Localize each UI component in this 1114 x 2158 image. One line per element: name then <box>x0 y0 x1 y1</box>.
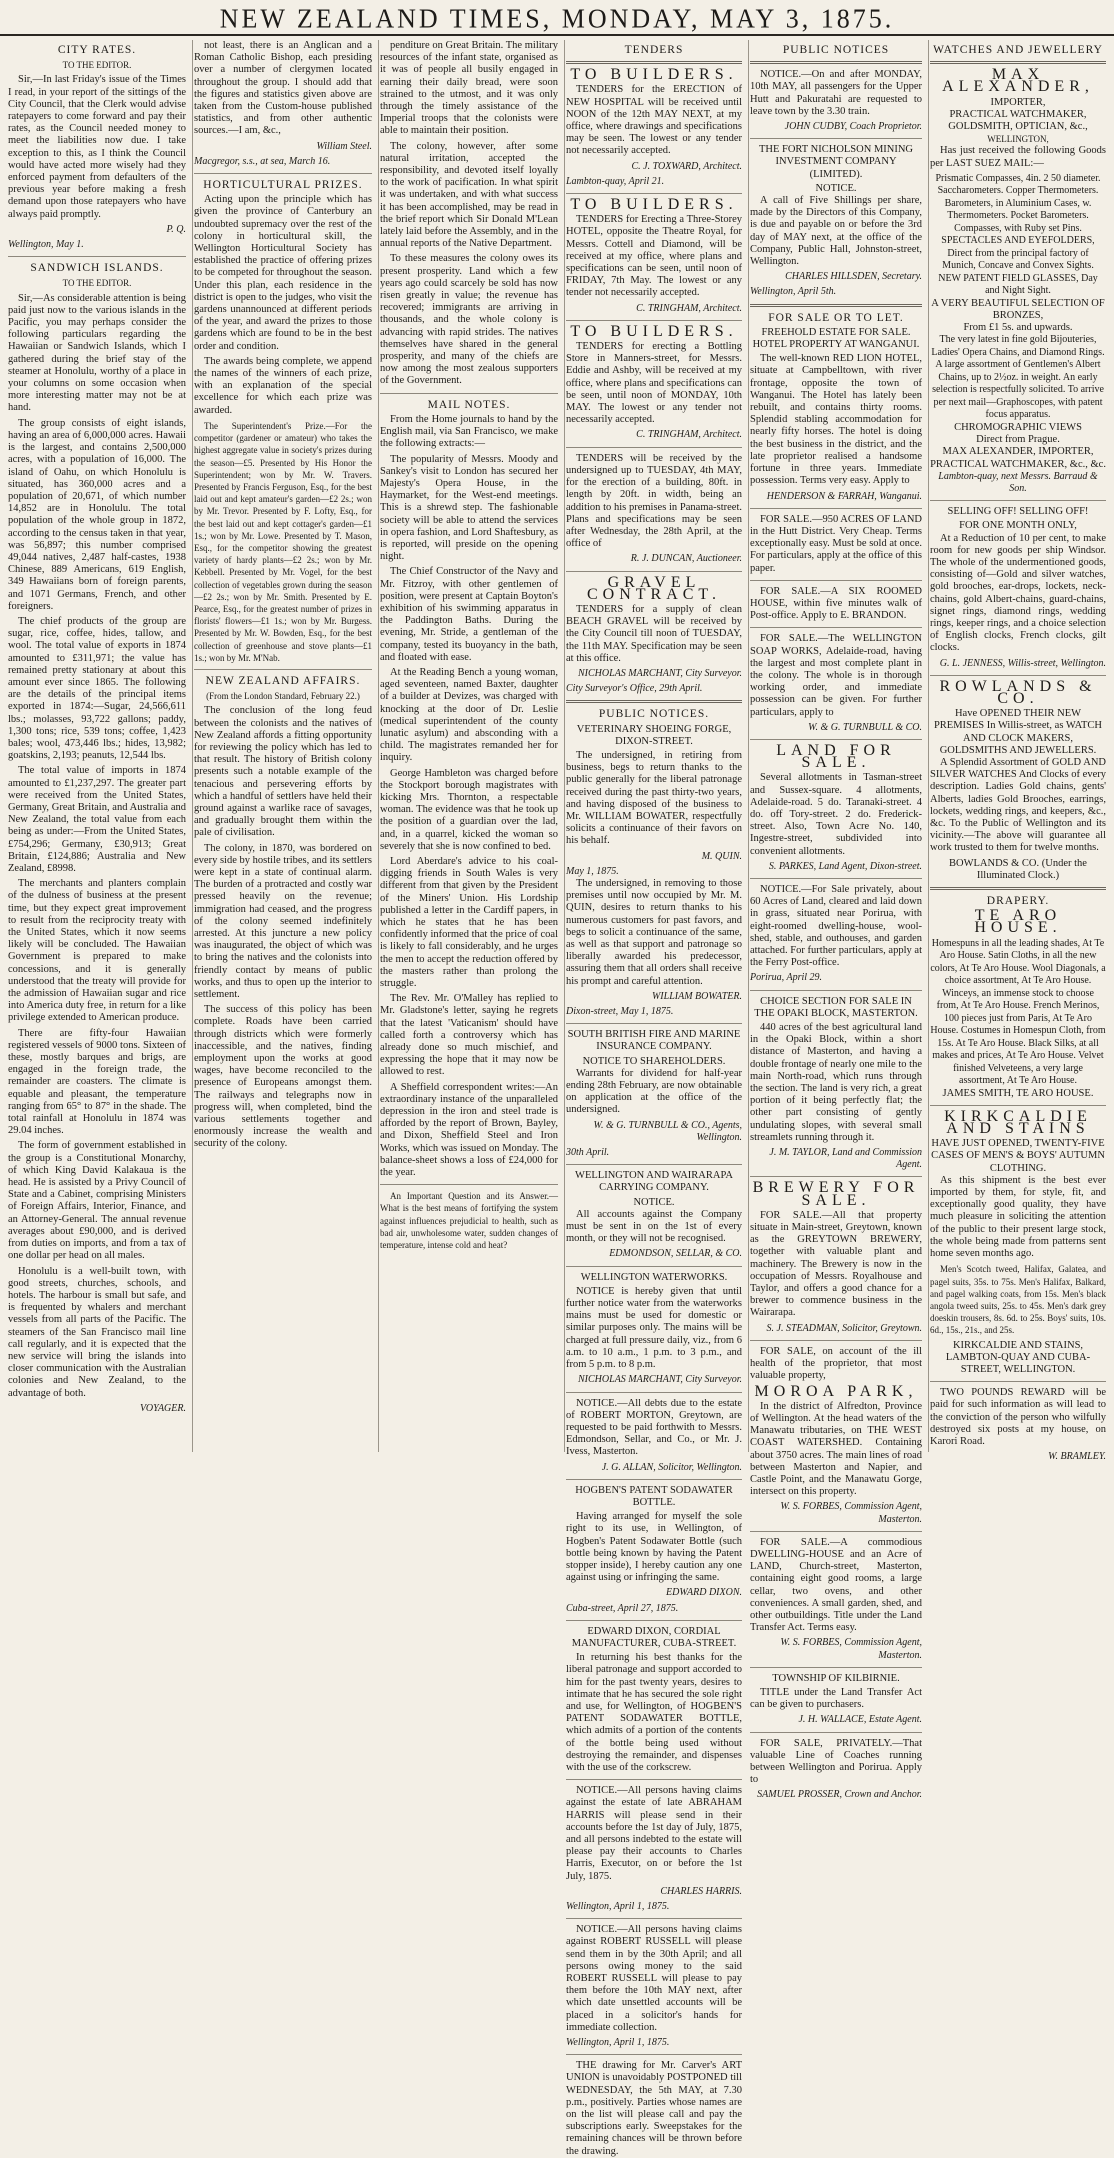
notice-body: The undersigned, in removing to those premises until now occupied by Mr. M. QUIN, desires to return thanks to his numerous customers for past favors, and begs to solicit a continuance of the same, as well as that support and patronage so liberally awarded his predecessor, assuring them that all orders shall receive his prompt and careful attention. <box>566 877 742 987</box>
divider <box>566 1620 742 1621</box>
ad-subtitle: IMPORTER, <box>990 96 1046 108</box>
city-rates-body: Sir,—In last Friday's issue of the Times I read, in your report of the sittings of the City Council, that the Clerk would advise ratepayers to come forward and pay their rates, as the Council needed money to meet the liabilities now due. I take exception to this, as I think the Council would have acted more wisely had they enforced payment from defaulters of the previous year before making a fresh demand upon those ratepayers who have always paid promptly. <box>8 74 186 220</box>
mail-notes-paragraph: From the Home journals to hand by the English mail, via San Francisco, we make the following extracts:— <box>380 413 558 450</box>
mail-notes-paragraph: Lord Aberdare's advice to his coal-digging friends in South Wales is very different from that given by the President of the Miners' Union. His Lordship published a letter in the Cardiff papers, in which he states that he has been confidently informed that the price of coal is likely to fall considerably, and he urges the men to accept the reduction offered by the masters rather than prolong the struggle. <box>380 856 558 990</box>
ad-body: TWO POUNDS REWARD will be paid for such information as will lead to the conviction of the person who wilfully destroyed six posts at my house, on Karori Road. <box>930 1387 1106 1447</box>
sale-list: Several allotments in Tasman-street and Sussex-square. 4 allotments, Adelaide-road. 5 do. Taranaki-street. 4 do. off Tory-street. 2 do. Frederick-street. Also, Town Acre No. 140, Ingestre-street, subdivided into convenient allotments. <box>750 772 922 857</box>
nz-affairs-paragraph: The success of this policy has been complete. Roads have been carried through districts which were formerly inaccessible, and the natives, finding employment upon the works at good wages, have become reconciled to the presence of Europeans amongst them. The railways and telegraphs now in progress will, when completed, bind the various settlements together and enormously increase the wealth and security of the colony. <box>194 1004 372 1150</box>
ad-list: The very latest in fine gold Bijouteries, Ladies' Opera Chains, and Diamond Rings. A large assortment of Gentlemen's Albert Chains, up to 2½oz. in weight. An early selection is respectfully solicited. To arrive per next mail—Graphoscopes, with patent focus apparatus. <box>931 334 1105 421</box>
notice-body: All accounts against the Company must be sent in on the 1st of every month, or they will not be recognised. <box>566 1208 742 1245</box>
sale-signature: J. M. TAYLOR, Land and Commission Agent. <box>769 1147 922 1171</box>
sale-signature: W. S. FORBES, Commission Agent, Masterton. <box>780 1637 922 1661</box>
sale-place: Porirua, April 29. <box>750 972 823 984</box>
notice-subtitle: NOTICE. <box>633 1196 675 1208</box>
tender-signature: R. J. DUNCAN, Auctioneer. <box>630 553 742 565</box>
sale-signature: W. S. FORBES, Commission Agent, Masterton. <box>780 1501 922 1525</box>
notice-body: THE drawing for Mr. Carver's ART UNION is unavoidably POSTPONED till WEDNESDAY, the 5th MAY, at 7.30 p.m., positively. Parties whose names are on the list will please call and pay the subscriptions early. Sweepstakes for the remaining chances will be thrown before the drawing. <box>566 2060 742 2157</box>
divider <box>8 256 186 257</box>
ad-title: MAX ALEXANDER, <box>942 66 1094 96</box>
ad-feature-detail: From £1 5s. and upwards. <box>963 322 1073 334</box>
city-rates-heading: CITY RATES. <box>57 44 137 56</box>
sandwich-paragraph: Sir,—As considerable attention is being paid just now to the various islands in the Pacific, you may perhaps consider the following particulars regarding the Hawaiian or Sandwich Islands, which I gathered during the brief stay of the steamer at Honolulu, worthy of a place in your columns on some occasion when more interesting matter may not be at hand. <box>8 292 186 414</box>
sale-title: LAND FOR SALE. <box>776 741 896 772</box>
ad-title: SELLING OFF! SELLING OFF! <box>947 506 1089 518</box>
nz-affairs-heading: NEW ZEALAND AFFAIRS. <box>205 674 361 687</box>
tender-title: GRAVEL CONTRACT. <box>586 573 722 603</box>
ad-signature: MAX ALEXANDER, IMPORTER, PRACTICAL WATCHMAKER, &c., &c. <box>930 446 1106 470</box>
divider <box>750 1340 922 1341</box>
divider <box>380 1184 558 1185</box>
mail-notes-heading: MAIL NOTES. <box>427 398 511 411</box>
divider <box>566 320 742 321</box>
ad-body: A Splendid Assortment of GOLD AND SILVER WATCHES And Clocks of every description. Ladies Gold chains, gents' Alberts, ladies Gold Brooches, earrings, lockets, wedding rings, and keepers, &c., &c. To the Public of Wellington and its vicinity.—The above will guarantee all work trusted to them for twelve months. <box>930 757 1106 854</box>
divider <box>930 1105 1106 1106</box>
tender-place: City Surveyor's Office, 29th April. <box>566 683 703 695</box>
divider <box>750 508 922 509</box>
notice-place: 30th April. <box>566 1147 610 1159</box>
sandwich-heading: SANDWICH ISLANDS. <box>30 262 164 275</box>
notice-signature: NICHOLAS MARCHANT, City Surveyor. <box>578 1374 742 1386</box>
divider <box>194 173 372 174</box>
nz-affairs-continuation: To these measures the colony owes its present prosperity. Land which a few years ago could scarcely be sold has now risen greatly in value; the revenue has recovered; immigrants are arriving in thousands, and the whole colony is advancing with rapid strides. The natives themselves have shared in the general prosperity, and many of the chiefs are now among the most zealous supporters of the Government. <box>380 253 558 387</box>
notice-place: Dixon-street, May 1, 1875. <box>566 1006 674 1018</box>
letter-continuation: not least, there is an Anglican and a Roman Catholic Bishop, each presiding over a number of clergymen located throughout the group. I should add that the figures and statistics given above are taken from the Custom-house published statistics, and from other authentic sources.—I am, &c., <box>194 40 372 137</box>
ad-title: TE ARO HOUSE. <box>974 907 1062 937</box>
divider <box>566 1779 742 1780</box>
divider <box>566 1392 742 1393</box>
divider <box>930 61 1106 64</box>
nz-affairs-source: (From the London Standard, February 22.) <box>206 691 360 702</box>
divider <box>750 1531 922 1532</box>
ad-subtitle: FOR ONE MONTH ONLY, <box>959 520 1077 532</box>
ad-signature: KIRKCALDIE AND STAINS, LAMBTON-QUAY AND CUBA-STREET, WELLINGTON. <box>945 1339 1091 1375</box>
notice-body: NOTICE.—On and after MONDAY, 10th MAY, all passengers for the Upper Hutt and Pakuratahi are requested to leave town by the 3.30 train. <box>750 69 922 117</box>
notice-place: Wellington, April 1, 1875. <box>566 2037 670 2049</box>
divider <box>566 2054 742 2055</box>
sale-body: FOR SALE, PRIVATELY.—That valuable Line of Coaches running between Wellington and Porirua. Apply to <box>750 1737 922 1786</box>
divider <box>930 675 1106 676</box>
divider <box>750 1732 922 1733</box>
sale-body: TITLE under the Land Transfer Act can be given to purchasers. <box>750 1686 922 1711</box>
letter-signature: William Steel. <box>316 140 372 152</box>
drapery-heading: DRAPERY. <box>986 895 1050 908</box>
sale-title: TOWNSHIP OF KILBIRNIE. <box>772 1672 900 1684</box>
sandwich-paragraph: The merchants and planters complain of the dulness of business at the present time, but they expect great improvement to result from the reciprocity treaty with the United States, which it now seems likely will be concluded. The Hawaiian Government is prepared to make concessions, and it is generally understood that the treaty will provide for the admission of Hawaiian sugar and rice into America duty free, in return for a like privilege extended to American produce. <box>8 878 186 1024</box>
sale-body: FOR SALE.—All that property situate in Main-street, Greytown, known as the GREYTOWN BREWERY, together with valuable plant and machinery. The Brewery is now in the occupation of Messrs. Royalhouse and Taylor, and offers a good chance for a brewer to commence business in the Wairarapa. <box>750 1209 922 1319</box>
notice-signature: CHARLES HARRIS. <box>660 1885 742 1897</box>
sale-title: FREEHOLD ESTATE FOR SALE. HOTEL PROPERTY AT WANGANUI. <box>752 326 920 351</box>
mail-notes-paragraph: At the Reading Bench a young woman, aged seventeen, named Baxter, daughter of a builder at Devizes, was charged with knocking at the door of Dr. Leslie (medical superintendent of the county lunatic asylum) and absconding with a child. The magistrates remanded her for inquiry. <box>380 666 558 764</box>
notice-subtitle: NOTICE. <box>815 182 857 194</box>
columns <box>8 40 1106 2157</box>
notice-place: Wellington, April 5th. <box>750 286 837 298</box>
notice-title: HOGBEN'S PATENT SODAWATER BOTTLE. <box>575 1484 733 1508</box>
horticultural-paragraph: Acting upon the principle which has given the province of Canterbury an undoubted supremacy over the rest of the colony in horticultural skill, the Wellington Horticultural Society has established the practice of offering prizes to be competed for throughout the season. Under this plan, each residence in the district is open to the judges, who visit the gardens unannounced at different periods of the year, and award the prizes to those gardens which are found to be in the best order and condition. <box>194 194 372 352</box>
divider <box>566 700 742 703</box>
ad-signature: JAMES SMITH, TE ARO HOUSE. <box>942 1087 1094 1099</box>
notice-signature: W. & G. TURNBULL & CO., Agents, Wellington. <box>593 1119 742 1143</box>
for-sale-heading: FOR SALE OR TO LET. <box>768 311 904 324</box>
tender-body: TENDERS will be received by the undersigned up to TUESDAY, 4th MAY, for the erection of a building, 80ft. in length by 20ft. in width, being an addition to his premises in Panama-street. Plans and specifications may be seen after Wednesday, the 28th April, at the office of <box>566 452 742 550</box>
tender-signature: C. J. TOXWARD, Architect. <box>631 160 742 172</box>
sandwich-to: TO THE EDITOR. <box>62 278 132 289</box>
sandwich-signature: VOYAGER. <box>140 1402 186 1414</box>
tender-title: TO BUILDERS. <box>570 322 738 340</box>
notice-body: In returning his best thanks for the liberal patronage and support accorded to him for the past twenty years, desires to intimate that he has secured the sole right and use, for Wellington, of HOGBEN'S PATENT SODAWATER BOTTLE, which admits of a portion of the contents of the bottle being used without destroying the remainder, and dispenses with the use of the corkscrew. <box>566 1652 742 1773</box>
notice-signature: J. G. ALLAN, Solicitor, Wellington. <box>601 1461 742 1473</box>
divider <box>750 627 922 628</box>
tender-signature: C. TRINGHAM, Architect. <box>636 302 742 314</box>
mail-notes-paragraph: The popularity of Messrs. Moody and Sankey's visit to London has secured her Majesty's Opera House, in the Haymarket, for the West-end meetings. This is a shrewd step. The fashionable society will be able to attend the services in opera fashion, and Lord Shaftesbury, as is reported, will preside on the opening night. <box>380 453 558 563</box>
notice-signature: CHARLES HILLSDEN, Secretary. <box>785 271 922 283</box>
divider <box>750 580 922 581</box>
sandwich-paragraph: The chief products of the group are sugar, rice, coffee, hides, tallow, and wool. The total value of exports in 1874 amounted to £311,971; the value has remained pretty stationary at about this amount ever since 1865. The following are the details of the principal items exported in 1874:—Sugar, 24,566,611 lbs.; molasses, 93,722 gallons; paddy, 1,300 tons; rice, 539 tons; coffee, 1,423 bales; wool, 473,446 lbs.; hides, 13,982; goatskins, 2,193; peanuts, 12,544 lbs. <box>8 615 186 762</box>
column-4 <box>566 40 749 2157</box>
notice-title: WELLINGTON WATERWORKS. <box>580 1271 728 1283</box>
notice-signature: M. QUIN. <box>701 850 742 862</box>
notice-signature: EDMONDSON, SELLAR, & CO. <box>609 1248 742 1260</box>
ad-title: KIRKCALDIE AND STAINS <box>944 1107 1092 1138</box>
nz-affairs-continuation: The colony, however, after some natural irritation, accepted the responsibility, and devoted itself loyally to the work of pacification. In what spirit it was undertaken, and with what success it has been accomplished, may be read in the brief report which Sir Donald M'Lean lately laid before the Assembly, and in the annual reports of the Native Department. <box>380 140 558 250</box>
notice-body: Warrants for dividend for half-year ending 28th February, are now obtainable on application at the office of the undersigned. <box>566 1067 742 1116</box>
sale-body: 440 acres of the best agricultural land in the Opaki Block, within a short distance of Masterton, and having a double frontage of nearly one mile to the main North-road, which runs through the section. The land is very rich, a great portion of it being perfectly flat; the other part consisting of gently undulating slopes, with several small streamlets running through it. <box>750 1022 922 1143</box>
advertorial: An Important Question and its Answer.—What is the best means of fortifying the system against influences prejudicial to health, such as bad air, unwholesome water, sudden changes of temperature, intense cold and heat? <box>380 1191 558 1251</box>
sale-title: CHOICE SECTION FOR SALE IN THE OPAKI BLOCK, MASTERTON. <box>754 995 918 1019</box>
tender-body: TENDERS for the ERECTION of NEW HOSPITAL will be received until NOON of the 12th MAY NEXT, at my office, where drawings and specifications may be seen. The lowest or any tender not necessarily accepted. <box>566 84 742 157</box>
nz-affairs-continuation: penditure on Great Britain. The military resources of the infant state, organised as it was of people all busily engaged in earning their daily bread, were soon strained to the utmost, and it was only through the timely assistance of the Imperial troops that the colonists were able to maintain their position. <box>380 40 558 137</box>
ad-body: Has just received the following Goods per LAST SUEZ MAIL:— <box>930 145 1106 169</box>
sale-signature: HENDERSON & FARRAH, Wanganui. <box>766 490 922 502</box>
sale-body: FOR SALE.—950 ACRES OF LAND in the Hutt District. Very Cheap. Terms exceptionally easy. Must be sold at once. For particulars, apply at the office of this paper. <box>750 513 922 574</box>
mail-notes-paragraph: The Rev. Mr. O'Malley has replied to Mr. Gladstone's letter, saying he regrets that the latest 'Vaticanism' should have called forth a controversy which has already done so much mischief, and expressing the hope that it may now be allowed to rest. <box>380 993 558 1078</box>
divider <box>750 61 922 64</box>
mail-notes-paragraph: The Chief Constructor of the Navy and Mr. Fitzroy, with other gentlemen of position, were present at Captain Boyton's exhibition of his swimming apparatus in the Paddington Baths. During the evening, Mr. Stride, a gentleman of the company, tested its buoyancy in the bath, and floated with ease. <box>380 566 558 663</box>
column-3 <box>380 40 565 1452</box>
notice-signature: EDWARD DIXON. <box>666 1587 742 1599</box>
tender-signature: C. TRINGHAM, Architect. <box>636 429 742 441</box>
ad-signature: G. L. JENNESS, Willis-street, Wellington. <box>939 657 1106 669</box>
notice-title: VETERINARY SHOEING FORGE, DIXON-STREET. <box>576 723 732 747</box>
divider <box>930 1381 1106 1382</box>
notice-title: EDWARD DIXON, CORDIAL MANUFACTURER, CUBA-STREET. <box>571 1625 737 1649</box>
nz-affairs-paragraph: The conclusion of the long feud between the colonists and the natives of New Zealand affords a fitting opportunity for reviewing the policy which has led to that result. The history of British colony presents such a notable example of the tenacious and persevering efforts by which a handful of settlers have held their ground against a warlike race of savages, and gradually brought them within the pale of civilisation. <box>194 705 372 839</box>
city-rates-to: TO THE EDITOR. <box>62 60 132 71</box>
sale-body: FOR SALE.—A SIX ROOMED HOUSE, within five minutes walk of Post-office. Apply to E. BRANDON. <box>750 585 922 622</box>
notice-title: SOUTH BRITISH FIRE AND MARINE INSURANCE COMPANY. <box>567 1029 741 1053</box>
divider <box>380 393 558 394</box>
public-notices-heading: PUBLIC NOTICES. <box>598 708 710 721</box>
sale-body: In the district of Alfredton, Province of Wellington. At the head waters of the Manawatu tributaries, on THE WEST COAST WATERSHED. Containing about 3750 acres. The main lines of road between Masterton and Napier, and Castle Point, and the Manawatu Gorge, intersect on this property. <box>750 1400 922 1498</box>
ad-body: As this shipment is the best ever imported by them, for style, fit, and exceptionally good quality, they have much pleasure in soliciting the attention of the public to their present large stock, the whole being made from patterns sent home seven months ago. <box>930 1174 1106 1260</box>
masthead: NEW ZEALAND TIMES, MONDAY, MAY 3, 1875. <box>0 4 1114 36</box>
ad-trade: PRACTICAL WATCHMAKER, <box>949 108 1087 120</box>
notice-body: NOTICE is hereby given that until further notice water from the waterworks mains must be used for domestic or similar purposes only. The mains will be charged at full pressure daily, viz., from 6 a.m. to 10 a.m., 1 p.m. to 3 p.m., and from 5 p.m. to 8 p.m. <box>566 1285 742 1371</box>
ad-place: WELLINGTON, <box>987 134 1049 145</box>
prize-list: The Superintendent's Prize.—For the competitor (gardener or amateur) who takes the highest aggregate value in society's prizes during the season—£5. Presented by His Honor the Superintendent; won by Mr. W. Travers. Presented by Francis Ferguson, Esq., for the best laid out and kept amateur's garden—£2 2s.; won by Mr. Trevor. Presented by F. Lofty, Esq., for the best laid out and kept cottager's garden—£1 1s.; won by Mr. Lowe. Presented by T. Mason, Esq., for the competitor showing the greatest variety of hardy plants—£2 2s.; won by Mr. Kebbell. Presented by Mr. Vogel, for the best collection of vegetables grown during the season—£2 2s.; won by Mr. Smith. Presented by E. Pearce, Esq., for the greatest number of prizes in florists' flowers—£1 1s.; won by Mr. Burgess. Presented by Mr. W. Bowden, Esq., for the best collection of greenhouse and stove plants—£1 1s.; won by Mr. M'Nab. <box>194 420 372 663</box>
notice-title: THE FORT NICHOLSON MINING INVESTMENT COMPANY (LIMITED). <box>758 144 914 180</box>
notice-place: Wellington, April 1, 1875. <box>566 1901 670 1913</box>
ad-subtitle: HAVE JUST OPENED, TWENTY-FIVE CASES OF MEN'S & BOYS' AUTUMN CLOTHING. <box>931 1138 1105 1174</box>
tender-title: TO BUILDERS. <box>570 66 738 84</box>
sale-body: FOR SALE, on account of the ill health of the proprietor, that most valuable property, <box>750 1345 922 1382</box>
divider <box>566 193 742 194</box>
watches-heading: WATCHES AND JEWELLERY <box>933 44 1103 56</box>
ad-feature: A VERY BEAUTIFUL SELECTION OF BRONZES, <box>931 297 1105 322</box>
ad-signature: W. BRAMLEY. <box>1048 1451 1106 1463</box>
divider <box>750 304 922 307</box>
sandwich-paragraph: Honolulu is a well-built town, with good streets, churches, schools, and hotels. The harbour is small but safe, and is frequented by whalers and merchant vessels from all parts of the Pacific. The steamers of the San Francisco mail line call regularly, and it is expected that the new service will bring the islands into closer communication with the Australian colonies and New Zealand, to the advantage of both. <box>8 1265 186 1399</box>
notice-body: Having arranged for myself the sole right to its use, in Wellington, of Hogben's Patent Sodawater Bottle (such bottle being known by having the Patent stopper inside), I hereby caution any one against using or infringing the same. <box>566 1511 742 1584</box>
letter-place: Macgregor, s.s., at sea, March 16. <box>194 155 331 167</box>
sale-title: MOROA PARK, <box>754 1382 918 1400</box>
ad-signature: BOWLANDS & CO. (Under the Illuminated Clock.) <box>949 857 1087 881</box>
column-5 <box>750 40 929 1801</box>
divider <box>566 447 742 448</box>
ad-list: Prismatic Compasses, 4in. 2 50 diameter. Saccharometers. Copper Thermometers. Barometers, in Aluminium Cases, w. Thermometers. Pocket Barometers. Compasses, with Ruby set Pins. SPECTACLES AND EYEFOLDERS, Direct from the principal factory of Munich, Concave and Convex Sights. NEW PATENT FIELD GLASSES, Day and Night Sight. <box>935 172 1101 297</box>
sandwich-paragraph: The form of government established in the group is a Constitutional Monarchy, of which King David Kalakaua is the head. He is assisted by a Privy Council of State and a Cabinet, comprising Ministers of Foreign Affairs, Interior, Finance, and an Attorney-General. The annual revenue averages about £90,000, and is derived from duties on imports, and from a tax of one dollar per head on all males. <box>8 1140 186 1262</box>
ad-trade: GOLDSMITH, OPTICIAN, &c., <box>948 121 1088 133</box>
sandwich-paragraph: The total value of imports in 1874 amounted to £1,237,297. The greater part were received from the United States, Germany, Great Britain, and Australia and New Zealand, the total value from each being as under:—From the United States, £754,296; Germany, £30,913; Great Britain, £124,886; Australia and New Zealand, £8998. <box>8 765 186 874</box>
sale-body: FOR SALE.—The WELLINGTON SOAP WORKS, Adelaide-road, having the largest and most complete plant in the colony. The whole is in thorough working order, and immediate possession can be given. For further particulars, apply to <box>750 633 922 718</box>
tender-body: TENDERS for a supply of clean BEACH GRAVEL will be received by the City Council till noon of TUESDAY, the 11th MAY. Specification may be seen at this office. <box>566 603 742 664</box>
divider <box>194 669 372 670</box>
sale-signature: J. H. WALLACE, Estate Agent. <box>798 1714 922 1726</box>
ad-place: Lambton-quay, next Messrs. Barraud & Son. <box>938 470 1098 494</box>
sale-signature: S. J. STEADMAN, Solicitor, Greytown. <box>766 1322 922 1334</box>
city-rates-place: Wellington, May 1. <box>8 239 84 251</box>
notice-title: WELLINGTON AND WAIRARAPA CARRYING COMPANY. <box>575 1170 733 1194</box>
sandwich-paragraph: There are fifty-four Hawaiian registered vessels of 9000 tons. Sixteen of these, mostly barques and brigs, are engaged in the foreign trade, the remainder are coasters. The climate is equable and pleasant, the temperature ranging from 65° to 87° in the shade. The total rainfall at Honolulu in 1874 was 29.04 inches. <box>8 1027 186 1137</box>
notice-body: NOTICE.—All persons having claims against ROBERT RUSSELL will please send them in by the 30th April; and all persons owing money to the said ROBERT RUSSELL will please to pay them before the 10th MAY next, after which date unsettled accounts will be placed in a solicitor's hands for immediate collection. <box>566 1924 742 2033</box>
sale-signature: S. PARKES, Land Agent, Dixon-street. <box>768 860 922 872</box>
divider <box>566 61 742 64</box>
sale-signature: W. & G. TURNBULL & CO. <box>808 721 922 733</box>
tender-title: TO BUILDERS. <box>570 196 738 214</box>
ad-list: Homespuns in all the leading shades, At Te Aro House. Satin Cloths, in all the new colors, At Te Aro House. Wool Diagonals, a choice assortment, At Te Aro House. Winceys, an immense stock to choose from, At Te Aro House. French Merinos, 100 pieces just from Paris, At Te Aro House. Costumes in Homespun Cloth, from 15s. At Te Aro House. Black Silks, at all makes and prices, At Te Aro House. Velvet finished Velveteens, a very large assortment, At Te Aro House. <box>930 937 1106 1087</box>
ad-title: ROWLANDS & CO. <box>939 677 1097 707</box>
divider <box>750 878 922 879</box>
notice-place: Cuba-street, April 27, 1875. <box>566 1602 679 1614</box>
notice-place: May 1, 1875. <box>566 865 619 877</box>
horticultural-heading: HORTICULTURAL PRIZES. <box>203 179 363 192</box>
divider <box>750 1176 922 1177</box>
divider <box>566 1164 742 1165</box>
tender-signature: NICHOLAS MARCHANT, City Surveyor. <box>578 667 742 679</box>
notice-signature: WILLIAM BOWATER. <box>651 990 742 1002</box>
notice-body: A call of Five Shillings per share, made by the Directors of this Company, is due and payable on or before the 3rd day of MAY next, at the office of the Company, Public Hall, Johnston-street, Wellington. <box>750 195 922 268</box>
divider <box>750 1667 922 1668</box>
column-1 <box>8 40 193 1452</box>
column-2 <box>194 40 379 1452</box>
city-rates-signature: P. Q. <box>166 223 186 235</box>
tender-body: TENDERS for erecting a Bottling Store in Manners-street, for Messrs. Eddie and Ashby, will be received at my office, where plans and specifications can be seen, until noon of MONDAY, 10th MAY. The lowest or any tender not necessarily accepted. <box>566 341 742 426</box>
tenders-heading: TENDERS <box>624 44 684 56</box>
notice-body: The undersigned, in retiring from business, begs to return thanks to the public generally for the liberal patronage received during the past thirty-two years, and having disposed of the business to Mr. WILLIAM BOWATER, respectfully solicits a continuance of their favors on his behalf. <box>566 749 742 847</box>
sale-title: BREWERY FOR SALE. <box>752 1179 920 1209</box>
sale-signature: SAMUEL PROSSER, Crown and Anchor. <box>757 1789 922 1801</box>
ad-list: Men's Scotch tweed, Halifax, Galatea, and pagel suits, 35s. to 75s. Men's Halifax, Balkard, and pagel walking coats, from 15s. Men's black angola tweed suits, 25s. to 45s. Men's dark grey doeskin trousers, 8s. 6d. to 25s. Boys' suits, 10s. 6d., 15s., 21s., and 25s. <box>930 1264 1106 1336</box>
horticultural-paragraph: The awards being complete, we append the names of the winners of each prize, with an explanation of the special excellence for which each prize was awarded. <box>194 355 372 416</box>
divider <box>566 1023 742 1024</box>
divider <box>566 571 742 572</box>
public-notices-heading: PUBLIC NOTICES <box>782 44 890 56</box>
divider <box>750 990 922 991</box>
divider <box>930 500 1106 501</box>
column-6 <box>930 40 1106 1463</box>
ad-feature-detail: Direct from Prague. <box>976 434 1060 446</box>
nz-affairs-paragraph: The colony, in 1870, was bordered on every side by hostile tribes, and its settlers were kept in a state of continual alarm. The burden of a protracted and costly war pressed heavily on the revenue; immigration had ceased, and the progress of the colony seemed indefinitely arrested. At this juncture a new policy was inaugurated, the object of which was to bring the natives and the colonists into friendly contact by means of public works, and thus to open up the interior to settlement. <box>194 842 372 1001</box>
sale-body: NOTICE.—For Sale privately, about 60 Acres of Land, cleared and laid down in grass, situated near Porirua, with eight-roomed dwelling-house, wool-shed, stable, and outhouses, and garden attached. For further particulars, apply at the Ferry Post-office. <box>750 883 922 969</box>
divider <box>750 739 922 740</box>
notice-body: NOTICE.—All persons having claims against the estate of late ABRAHAM HARRIS will please send in their accounts before the 1st day of July, 1875, and all persons indebted to the estate will please pay their accounts to Charles Harris, Executor, on or before the 1st July, 1875. <box>566 1785 742 1882</box>
sale-body: FOR SALE.—A commodious DWELLING-HOUSE and an Acre of LAND, Church-street, Masterton, containing eight good rooms, a large cellar, two ovens, and other conveniences. A small garden, shed, and other outbuildings. Title under the Land Transfer Act. Terms easy. <box>750 1536 922 1634</box>
divider <box>566 1479 742 1480</box>
notice-subtitle: NOTICE TO SHAREHOLDERS. <box>582 1055 726 1067</box>
mail-notes-paragraph: A Sheffield correspondent writes:—An extraordinary instance of the unparalleled depression in the iron and steel trade is afforded by the report of Brown, Bayley, and Dixon, Sheffield Steel and Iron Works, which was issued on Monday. The balance-sheet shows a loss of £24,000 for the year. <box>380 1081 558 1179</box>
notice-signature: JOHN CUDBY, Coach Proprietor. <box>784 121 922 133</box>
ad-body: At a Reduction of 10 per cent, to make room for new goods per ship Windsor. The whole of the undermentioned goods, consisting of—Gold and silver watches, gold brooches, ear-drops, lockets, neck-chains, gold Albert-chains, guard-chains, signet rings, diamond rings, wedding rings, keeper rings, and a choice selection of English clocks, French clocks, gilt clocks. <box>930 532 1106 654</box>
sandwich-paragraph: The group consists of eight islands, having an area of 6,000,000 acres. Hawaii is the largest, and contains 2,500,000 acres, with a population of 16,000. The island of Oahu, on which Honolulu is situated, has 360,000 acres and a population of 20,671, of which number 14,852 are in Honolulu. The total population of the whole group in 1872, according to the census taken in that year, was 56,897; this number comprised 49,044 natives, 2,487 half-castes, 1938 Chinese, 889 Americans, 619 English, 349 Hawaiians born of foreign parents, and 1071 Germans, French, and other foreigners. <box>8 417 186 612</box>
mail-notes-paragraph: George Hambleton was charged before the Stockport borough magistrates with kicking Mrs. Thornton, a respectable woman. The evidence was that he took up the position of a guardian over the lad, and, in a quarrel, kicked the woman so severely that she is now confined to bed. <box>380 767 558 852</box>
tender-body: TENDERS for Erecting a Three-Storey HOTEL, opposite the Theatre Royal, for Messrs. Cottell and Diamond, will be received at my office, where plans and specifications can be seen, until noon of FRIDAY, 7th May. The lowest or any tender not necessarily accepted. <box>566 214 742 299</box>
notice-body: NOTICE.—All debts due to the estate of ROBERT MORTON, Greytown, are requested to be paid forthwith to Messrs. Edmondson, Sellar, and Co., or Mr. J. Ivess, Masterton. <box>566 1397 742 1458</box>
ad-subtitle: Have OPENED THEIR NEW PREMISES In Willis-street, as WATCH AND CLOCK MAKERS, GOLDSMITHS AND JEWELLERS. <box>933 708 1103 756</box>
divider <box>566 1266 742 1267</box>
sale-body: The well-known RED LION HOTEL, situate at Campbelltown, with river frontage, opposite the town of Wanganui. The Hotel has lately been rebuilt, and contains thirty rooms. Splendid stabling accommodation for nearly fifty horses. The hotel is doing the best business in the district, and the late proprietor realised a handsome fortune in three years. Immediate possession. Terms very easy. Apply to <box>750 353 922 487</box>
divider <box>930 887 1106 890</box>
divider <box>566 1918 742 1919</box>
divider <box>750 138 922 139</box>
ad-feature: CHROMOGRAPHIC VIEWS <box>954 421 1082 433</box>
tender-place: Lambton-quay, April 21. <box>566 175 665 187</box>
